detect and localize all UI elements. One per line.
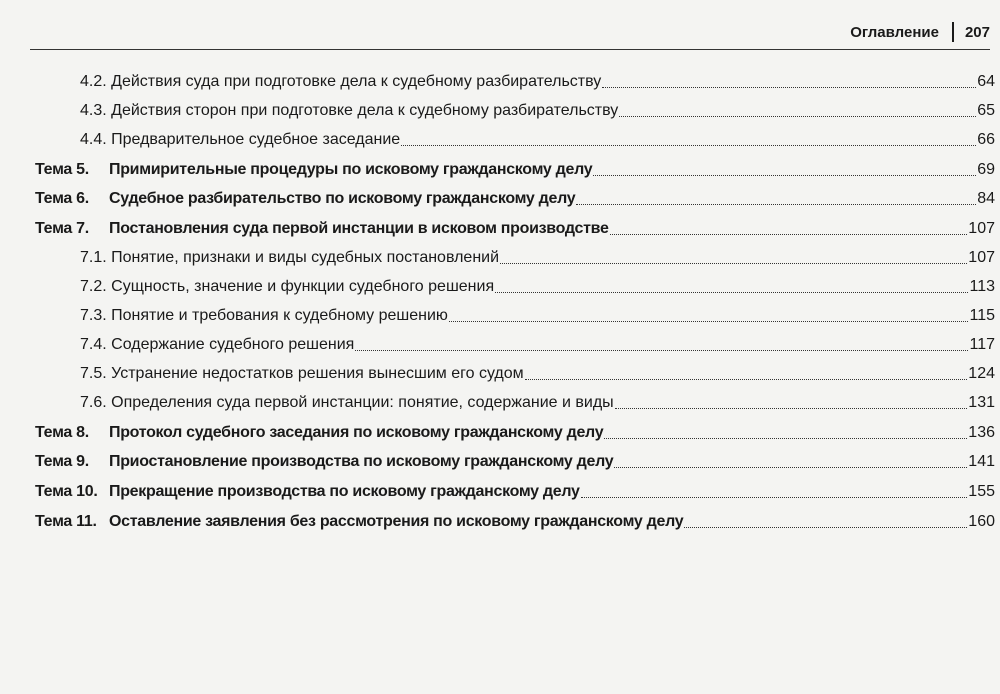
toc-page-number: 64: [977, 73, 995, 90]
toc-topic-entry: [0, 413, 1000, 443]
toc-page-number: 107: [968, 220, 995, 237]
toc-subsection-entry: [0, 62, 1000, 92]
toc-entry-text: 4.4. Предварительное судебное заседание: [80, 131, 401, 148]
toc-entry-text: Постановления суда первой инстанции в исковом производстве: [109, 220, 609, 237]
toc-topic-number: Тема 10.: [35, 483, 98, 500]
toc-entry-title: [35, 512, 683, 532]
toc-topic-entry: [0, 472, 1000, 502]
toc-subsection-entry: [0, 296, 1000, 326]
toc-topic-number: Тема 8.: [35, 424, 89, 441]
toc-topic-entry: [0, 442, 1000, 472]
toc-page-number: 155: [968, 483, 995, 500]
toc-entry-title: [80, 277, 494, 297]
toc-entry-title: [80, 393, 614, 413]
toc-entry-text: 7.2. Сущность, значение и функции судебного решения: [80, 278, 495, 295]
toc-entry-title: [80, 364, 524, 384]
toc-subsection-entry: [0, 238, 1000, 268]
toc-topic-entry: [0, 209, 1000, 239]
dot-leader: [525, 378, 968, 380]
toc-page-number: 136: [968, 424, 995, 441]
dot-leader: [500, 262, 967, 264]
toc-entry-title: [35, 219, 609, 239]
toc-page-number: 141: [968, 453, 995, 470]
toc-entry-text: 7.6. Определения суда первой инстанции: понятие, содержание и виды: [80, 394, 614, 411]
toc-entry-title: [35, 189, 575, 209]
toc-subsection-entry: [0, 354, 1000, 384]
toc-entry-text: 4.2. Действия суда при подготовке дела к судебному разбирательству: [80, 73, 602, 90]
dot-leader: [495, 291, 968, 293]
toc-subsection-entry: [0, 267, 1000, 297]
header-separator: [952, 22, 954, 42]
toc-subsection-entry: [0, 120, 1000, 150]
toc-entry-title: [35, 482, 580, 502]
dot-leader: [593, 174, 976, 176]
toc-topic-number: Тема 5.: [35, 161, 89, 178]
toc-entry-text: 7.3. Понятие и требования к судебному решению: [80, 307, 448, 324]
toc-page-number: 69: [977, 161, 995, 178]
dot-leader: [604, 437, 967, 439]
toc-page-number: 66: [977, 131, 995, 148]
dot-leader: [576, 203, 976, 205]
dot-leader: [401, 144, 976, 146]
toc-entry-title: [80, 130, 400, 150]
toc-page-number: 84: [977, 190, 995, 207]
dot-leader: [602, 86, 976, 88]
toc-topic-entry: [0, 179, 1000, 209]
toc-entry-text: Судебное разбирательство по исковому гражданскому делу: [109, 190, 576, 207]
toc-page-number: 124: [968, 365, 995, 382]
dot-leader: [449, 320, 969, 322]
toc-page-number: 117: [969, 336, 995, 353]
toc-entry-title: [80, 101, 618, 121]
dot-leader: [355, 349, 968, 351]
dot-leader: [684, 526, 967, 528]
toc-entry-text: 4.3. Действия сторон при подготовке дела к судебному разбирательству: [80, 102, 619, 119]
toc-subsection-entry: [0, 91, 1000, 121]
toc-entry-title: [80, 72, 601, 92]
toc-topic-entry: [0, 150, 1000, 180]
dot-leader: [615, 407, 968, 409]
toc-topic-number: Тема 11.: [35, 513, 97, 530]
toc-entry-title: [35, 160, 592, 180]
running-header: [850, 22, 990, 42]
toc-entry-text: Оставление заявления без рассмотрения по исковому гражданскому делу: [109, 513, 684, 530]
toc-subsection-entry: [0, 325, 1000, 355]
dot-leader: [610, 233, 968, 235]
dot-leader: [614, 466, 967, 468]
toc-subsection-entry: [0, 383, 1000, 413]
toc-entry-title: [35, 452, 613, 472]
toc-entry-text: 7.4. Содержание судебного решения: [80, 336, 355, 353]
toc-entry-text: Протокол судебного заседания по исковому гражданскому делу: [109, 424, 604, 441]
dot-leader: [581, 496, 968, 498]
toc-page-number: 65: [977, 102, 995, 119]
toc-entry-title: [80, 248, 499, 268]
header-section-title: Оглавление: [850, 23, 939, 41]
toc-entry-text: Примирительные процедуры по исковому гражданскому делу: [109, 161, 593, 178]
toc-entry-text: Приостановление производства по исковому гражданскому делу: [109, 453, 614, 470]
toc-entry-text: Прекращение производства по исковому гражданскому делу: [109, 483, 580, 500]
toc-topic-number: Тема 7.: [35, 220, 89, 237]
toc-page-number: 107: [968, 249, 995, 266]
toc-topic-entry: [0, 502, 1000, 532]
dot-leader: [619, 115, 976, 117]
toc-page-number: 115: [969, 307, 995, 324]
toc-page-number: 160: [968, 513, 995, 530]
toc-topic-number: Тема 9.: [35, 453, 89, 470]
toc-entry-text: 7.1. Понятие, признаки и виды судебных постановлений: [80, 249, 500, 266]
header-rule: [30, 49, 990, 50]
toc-entry-title: [80, 306, 448, 326]
toc-entry-text: 7.5. Устранение недостатков решения вынесшим его судом: [80, 365, 524, 382]
toc-entry-title: [35, 423, 603, 443]
header-page-number: 207: [964, 23, 990, 41]
toc-page-number: 131: [968, 394, 995, 411]
toc-topic-number: Тема 6.: [35, 190, 89, 207]
toc-page-number: 113: [969, 278, 995, 295]
toc-entry-title: [80, 335, 354, 355]
